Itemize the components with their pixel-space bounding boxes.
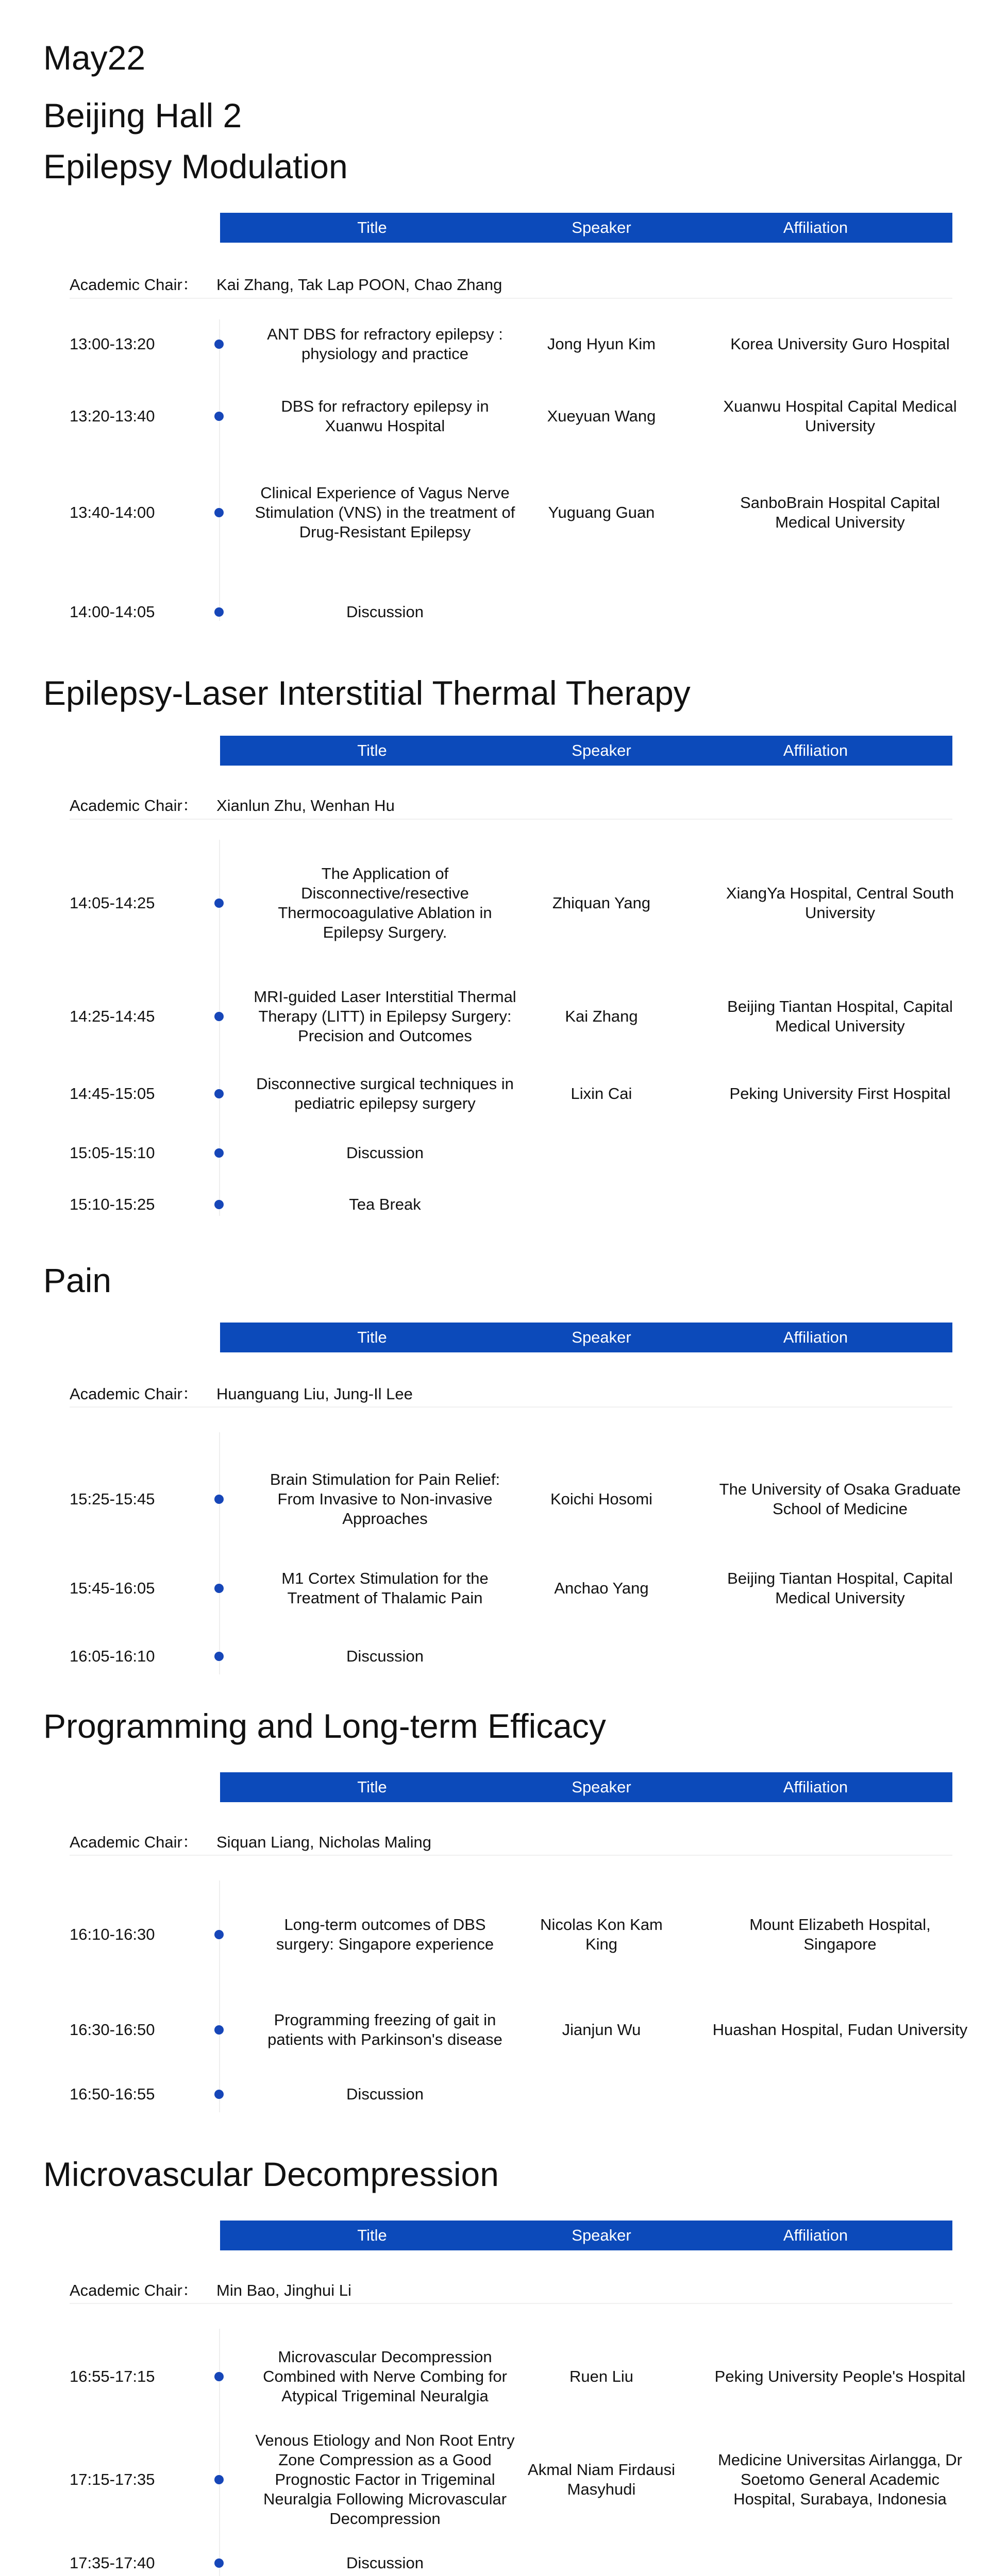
chair-divider — [70, 2303, 952, 2304]
talk-time: 17:15-17:35 — [70, 2470, 155, 2488]
talk-affiliation: The University of Osaka Graduate School of Medicine — [719, 1480, 961, 1518]
column-speaker-label: Speaker — [572, 1328, 631, 1346]
column-affiliation-label: Affiliation — [783, 741, 848, 759]
talk-time: 14:25-14:45 — [70, 1007, 155, 1025]
talk-affiliation: Mount Elizabeth Hospital, Singapore — [749, 1916, 931, 1953]
talk-title: Long-term outcomes of DBS surgery: Singapore experience — [276, 1916, 494, 1953]
talk-speaker: Jong Hyun Kim — [547, 334, 656, 353]
talk-affiliation: SanboBrain Hospital Capital Medical University — [740, 494, 940, 531]
column-title-label: Title — [357, 1328, 387, 1346]
talk-row — [0, 1999, 990, 2061]
column-header — [220, 1323, 952, 1352]
talk-row — [0, 2066, 990, 2123]
talk-title: Venous Etiology and Non Root Entry Zone Compression as a Good Prognostic Factor in Trigeminal Neuralgia Following Microvascular Decompression — [255, 2431, 515, 2528]
talk-speaker: Koichi Hosomi — [550, 1490, 653, 1508]
talk-speaker: Lixin Cai — [570, 1084, 632, 1103]
timeline-dot — [214, 412, 224, 421]
column-affiliation-label: Affiliation — [783, 2226, 848, 2244]
academic-chair-names: Xianlun Zhu, Wenhan Hu — [216, 796, 395, 815]
section-title: Programming and Long-term Efficacy — [43, 1707, 606, 1745]
section-title: Epilepsy-Laser Interstitial Thermal Therapy — [43, 674, 691, 712]
section-title: Microvascular Decompression — [43, 2155, 499, 2193]
talk-title: Microvascular Decompression Combined with Nerve Combing for Atypical Trigeminal Neuralgia — [263, 2347, 507, 2405]
talk-row — [0, 840, 990, 966]
talk-title: DBS for refractory epilepsy in Xuanwu Hospital — [281, 397, 489, 435]
timeline-dot — [214, 1089, 224, 1098]
timeline-dot — [214, 1495, 224, 1504]
talk-title: Programming freezing of gait in patients with Parkinson's disease — [267, 2011, 502, 2048]
column-speaker-label: Speaker — [572, 1778, 631, 1796]
talk-speaker: Zhiquan Yang — [552, 893, 651, 912]
talk-row — [0, 2329, 990, 2424]
talk-affiliation: XiangYa Hospital, Central South University — [726, 884, 954, 922]
timeline-dot — [214, 1148, 224, 1158]
talk-title: The Application of Disconnective/resective Thermocoagulative Ablation in Epilepsy Surgery. — [278, 864, 492, 941]
venue-heading: Beijing Hall 2 — [43, 96, 242, 134]
timeline-dot — [214, 607, 224, 617]
page-header — [43, 29, 242, 144]
talk-title: Disconnective surgical techniques in pediatric epilepsy surgery — [256, 1074, 514, 1112]
talk-title: Discussion — [346, 2554, 424, 2572]
talk-speaker: Jianjun Wu — [562, 2021, 641, 2039]
academic-chair-row — [70, 274, 502, 296]
column-title-label: Title — [357, 218, 387, 236]
column-header — [220, 1772, 952, 1802]
timeline-dot — [214, 2558, 224, 2568]
timeline-dot — [214, 1930, 224, 1939]
talk-time: 15:45-16:05 — [70, 1579, 155, 1597]
timeline-dot — [214, 899, 224, 908]
talk-affiliation: Beijing Tiantan Hospital, Capital Medical University — [727, 1569, 953, 1607]
talk-row — [0, 1556, 990, 1620]
academic-chair-row — [70, 1383, 413, 1405]
talk-speaker: Kai Zhang — [565, 1007, 638, 1025]
timeline-dot — [214, 1200, 224, 1209]
timeline-dot — [214, 2090, 224, 2099]
talk-title: ANT DBS for refractory epilepsy : physiology and practice — [267, 325, 503, 363]
talk-affiliation: Korea University Guro Hospital — [730, 334, 950, 353]
talk-title: M1 Cortex Stimulation for the Treatment of Thalamic Pain — [281, 1569, 489, 1607]
chair-divider — [70, 298, 952, 299]
academic-chair-names: Siquan Liang, Nicholas Maling — [216, 1833, 432, 1851]
academic-chair-names: Kai Zhang, Tak Lap POON, Chao Zhang — [216, 276, 502, 294]
timeline-dot — [214, 340, 224, 349]
talk-title: Discussion — [346, 1143, 424, 1162]
column-speaker-label: Speaker — [572, 741, 631, 759]
talk-row — [0, 319, 990, 368]
academic-chair-label: Academic Chair： — [70, 2281, 198, 2299]
talk-affiliation: Beijing Tiantan Hospital, Capital Medical University — [727, 997, 953, 1035]
column-header — [220, 736, 952, 766]
talk-title: MRI-guided Laser Interstitial Thermal Therapy (LITT) in Epilepsy Surgery: Precision and Outcomes — [254, 987, 516, 1045]
talk-time: 17:35-17:40 — [70, 2554, 155, 2572]
section-title: Pain — [43, 1261, 112, 1299]
talk-row — [0, 592, 990, 631]
chair-divider — [70, 1855, 952, 1856]
talk-affiliation: Huashan Hospital, Fudan University — [712, 2021, 968, 2039]
talk-row — [0, 2432, 990, 2527]
column-header — [220, 213, 952, 243]
talk-title: Clinical Experience of Vagus Nerve Stimulation (VNS) in the treatment of Drug-Resistant Epilepsy — [255, 484, 515, 541]
talk-title: Brain Stimulation for Pain Relief: From Invasive to Non-invasive Approaches — [270, 1470, 500, 1528]
talk-time: 15:05-15:10 — [70, 1143, 155, 1162]
timeline-dot — [214, 1012, 224, 1021]
talk-row — [0, 1880, 990, 1989]
talk-speaker: Nicolas Kon Kam King — [540, 1916, 663, 1953]
talk-row — [0, 394, 990, 438]
talk-speaker: Yuguang Guan — [548, 503, 655, 521]
talk-time: 14:00-14:05 — [70, 602, 155, 621]
talk-time: 16:05-16:10 — [70, 1647, 155, 1665]
talk-row — [0, 2540, 990, 2576]
column-affiliation-label: Affiliation — [783, 1778, 848, 1796]
talk-speaker: Akmal Niam Firdausi Masyhudi — [528, 2460, 675, 2498]
talk-affiliation: Medicine Universitas Airlangga, Dr Soetomo General Academic Hospital, Surabaya, Indonesia — [718, 2450, 962, 2508]
timeline-dot — [214, 508, 224, 517]
talk-affiliation: Peking University First Hospital — [729, 1084, 951, 1103]
talk-row — [0, 1066, 990, 1121]
timeline-dot — [214, 2475, 224, 2484]
talk-time: 16:55-17:15 — [70, 2367, 155, 2385]
academic-chair-row — [70, 1832, 431, 1853]
academic-chair-label: Academic Chair： — [70, 1385, 198, 1403]
academic-chair-row — [70, 795, 395, 817]
talk-time: 14:05-14:25 — [70, 893, 155, 912]
talk-time: 13:00-13:20 — [70, 334, 155, 353]
column-affiliation-label: Affiliation — [783, 218, 848, 236]
academic-chair-label: Academic Chair： — [70, 796, 198, 815]
talk-time: 15:25-15:45 — [70, 1490, 155, 1508]
column-header — [220, 2221, 952, 2250]
column-speaker-label: Speaker — [572, 2226, 631, 2244]
talk-title: Discussion — [346, 2085, 424, 2103]
talk-time: 13:20-13:40 — [70, 406, 155, 425]
column-title-label: Title — [357, 1778, 387, 1796]
column-title-label: Title — [357, 741, 387, 759]
talk-speaker: Ruen Liu — [569, 2367, 634, 2385]
talk-row — [0, 971, 990, 1061]
talk-row — [0, 1432, 990, 1566]
talk-time: 14:45-15:05 — [70, 1084, 155, 1103]
talk-speaker: Anchao Yang — [554, 1579, 649, 1597]
talk-title: Discussion — [346, 602, 424, 621]
talk-row — [0, 1126, 990, 1180]
timeline-dot — [214, 2025, 224, 2035]
talk-row — [0, 1628, 990, 1685]
timeline-dot — [214, 1584, 224, 1593]
column-title-label: Title — [357, 2226, 387, 2244]
academic-chair-names: Huanguang Liu, Jung-Il Lee — [216, 1385, 413, 1403]
talk-row — [0, 1182, 990, 1226]
talk-time: 15:10-15:25 — [70, 1195, 155, 1213]
talk-title: Tea Break — [349, 1195, 421, 1213]
academic-chair-row — [70, 2280, 351, 2301]
column-speaker-label: Speaker — [572, 218, 631, 236]
chair-divider — [70, 1406, 952, 1408]
date-heading: May22 — [43, 39, 146, 77]
talk-time: 13:40-14:00 — [70, 503, 155, 521]
column-affiliation-label: Affiliation — [783, 1328, 848, 1346]
talk-time: 16:30-16:50 — [70, 2021, 155, 2039]
academic-chair-label: Academic Chair： — [70, 1833, 198, 1851]
academic-chair-label: Academic Chair： — [70, 276, 198, 294]
academic-chair-names: Min Bao, Jinghui Li — [216, 2281, 351, 2299]
talk-affiliation: Xuanwu Hospital Capital Medical University — [723, 397, 957, 435]
talk-title: Discussion — [346, 1647, 424, 1665]
section-title: Epilepsy Modulation — [43, 147, 348, 185]
talk-row — [0, 464, 990, 562]
talk-speaker: Xueyuan Wang — [547, 406, 656, 425]
timeline-dot — [214, 1652, 224, 1661]
talk-time: 16:50-16:55 — [70, 2085, 155, 2103]
talk-time: 16:10-16:30 — [70, 1925, 155, 1943]
timeline-dot — [214, 2372, 224, 2381]
chair-divider — [70, 819, 952, 820]
talk-affiliation: Peking University People's Hospital — [714, 2367, 966, 2385]
